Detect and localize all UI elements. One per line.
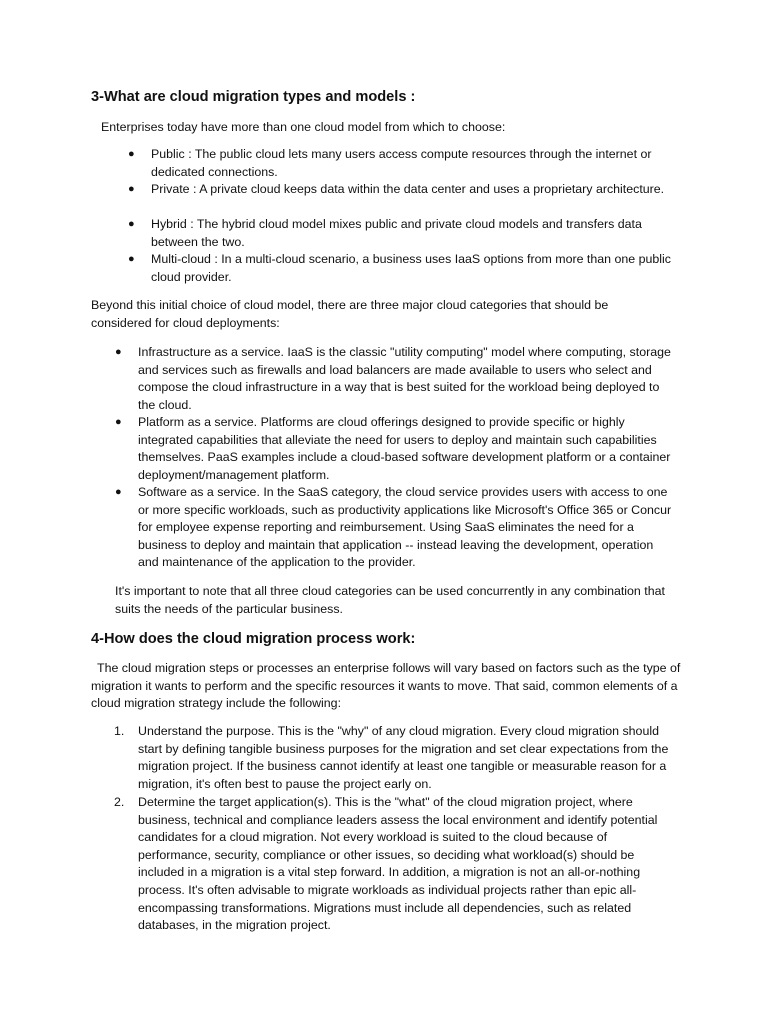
list-item <box>115 484 673 572</box>
section-3-heading: 3-What are cloud migration types and models : <box>91 89 416 105</box>
step-number: 2. <box>114 795 125 809</box>
bullet-icon: ● <box>115 486 122 498</box>
migration-steps-list <box>114 723 678 934</box>
list-item-text: Public : The public cloud lets many users access compute resources through the internet or dedicated connections. <box>151 147 652 179</box>
cloud-models-list <box>128 146 679 286</box>
list-item <box>114 794 678 934</box>
list-item-text: Infrastructure as a service. IaaS is the classic "utility computing" model where computing, storage and services such as firewalls and load balancers are made available to users who select and compose the cloud infrastructure in a way that is best suited for the workload being deployed to the cloud. <box>138 345 671 412</box>
step-text: Understand the purpose. This is the "why" of any cloud migration. Every cloud migration should start by defining tangible business purposes for the migration and set clear expectations from the migration project. If the business cannot identify at least one tangible or measurable reason for a migration, it's often best to pause the project early on. <box>138 724 669 791</box>
list-item <box>128 216 679 251</box>
section-4-heading: 4-How does the cloud migration process work: <box>91 631 416 647</box>
bullet-icon: ● <box>128 218 135 230</box>
section-4-intro: The cloud migration steps or processes an enterprise follows will vary based on factors such as the type of migration it wants to perform and the specific resources it wants to move. That said, common elements of a cloud migration strategy include the following: <box>91 661 681 711</box>
bullet-icon: ● <box>115 416 122 428</box>
list-item-text: Platform as a service. Platforms are cloud offerings designed to provide specific or highly integrated capabilities that alleviate the need for users to deploy and maintain such capabilities themselves. PaaS examples include a cloud-based software development platform or a container deployment/management platform. <box>138 415 671 482</box>
categories-note: It's important to note that all three cloud categories can be used concurrently in any combination that suits the needs of the particular business. <box>115 584 665 616</box>
categories-intro: Beyond this initial choice of cloud model, there are three major cloud categories that should be considered for cloud deployments: <box>91 298 609 330</box>
list-item <box>115 414 673 484</box>
bullet-icon: ● <box>128 148 135 160</box>
list-item <box>114 723 678 794</box>
step-text: Determine the target application(s). This is the "what" of the cloud migration project, where business, technical and compliance leaders assess the local environment and identify potential candidates for a cloud migration. Not every workload is suited to the cloud because of performance, security, compliance or other issues, so deciding what workload(s) should be included in a migration is a vital step forward. In addition, a migration is not an all-or-nothing process. It's often advisable to migrate workloads as individual projects rather than epic all-encompassing transformations. Migrations must include all dependencies, such as related databases, in the migration project. <box>138 795 658 933</box>
list-item <box>128 146 679 181</box>
cloud-categories-list <box>115 344 673 572</box>
bullet-icon: ● <box>115 346 122 358</box>
list-item <box>115 344 673 414</box>
list-item-text: Private : A private cloud keeps data within the data center and uses a proprietary architecture. <box>151 182 665 196</box>
section-3-intro: Enterprises today have more than one cloud model from which to choose: <box>101 120 506 134</box>
step-number: 1. <box>114 724 125 738</box>
list-item-text: Software as a service. In the SaaS category, the cloud service provides users with access to one or more specific workloads, such as productivity applications like Microsoft's Office 365 or Concur for employee expense reporting and reimbursement. Using SaaS eliminates the need for a business to deploy and maintain that application -- instead leaving the development, operation and maintenance of the application to the provider. <box>138 485 672 570</box>
list-item <box>128 181 679 216</box>
list-item-text: Hybrid : The hybrid cloud model mixes public and private cloud models and transfers data between the two. <box>151 217 642 249</box>
bullet-icon: ● <box>128 183 135 195</box>
bullet-icon: ● <box>128 253 135 265</box>
list-item <box>128 251 679 286</box>
list-item-text: Multi-cloud : In a multi-cloud scenario, a business uses IaaS options from more than one public cloud provider. <box>151 252 671 284</box>
